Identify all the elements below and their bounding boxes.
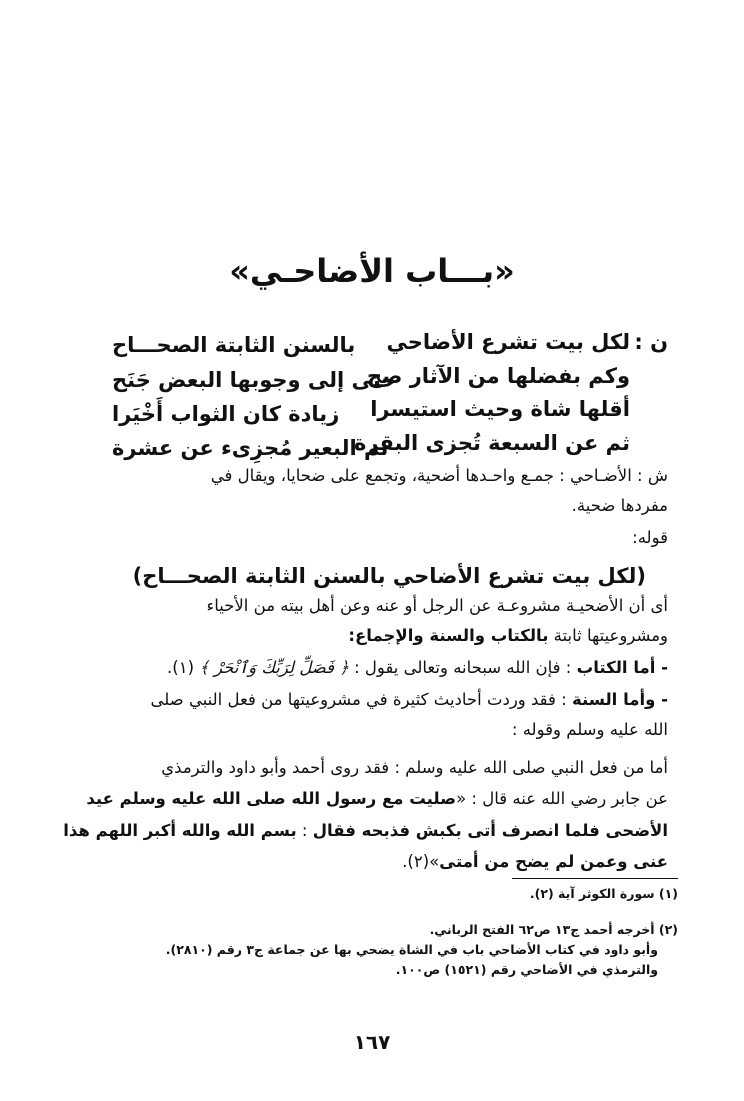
footnote-2-line-2: وأبو داود في كتاب الأضاحي باب في الشاة يضحي بها عن جماعة ج٣ رقم (٢٨١٠). [165,942,658,957]
hadith-text-3: بسم الله والله أكبر اللهم هذا [63,821,297,840]
sunna-line [150,690,668,709]
sharh-line-1: ش : الأضـاحي : جمـع واحـدها أضحية، وتجمع على ضحايا، ويقال في [210,466,668,485]
hadith-text-1: صليت مع رسول الله صلى الله عليه وسلم عيد [86,789,457,808]
poem-line-4-right: ثم عن السبعة تُجزى البقرة [353,431,630,455]
quran-ayah: ﴿ فَصَلِّ لِرَبِّكَ وَٱنْحَرْ ﴾ [199,658,349,677]
poem-line-4-left: ثم البعير مُجزِىء عن عشرة [112,436,389,460]
sources-heading: بالكتاب والسنة والإجماع: [348,626,549,645]
poem-prefix: ن : [634,330,668,354]
kitab-text: : فإن الله سبحانه وتعالى يقول : [354,658,572,677]
kitab-footnote-ref: (١). [167,658,194,677]
poem-line-3-left: زيادة كان الثواب أَخْيَرا [112,402,340,426]
hadith-text-2: الأضحى فلما انصرف أتى بكبش فذبحه فقال [312,821,668,840]
sunna-line-2: الله عليه وسلم وقوله : [511,720,668,739]
poem-line-2-right: وكم بفضلها من الآثار صح [366,364,630,388]
hadith-line-2 [86,789,668,808]
hadith-colon: : [296,821,313,840]
footnote-2-line-3: والترمذي في الأضاحي رقم (١٥٢١) ص١٠٠. [395,962,658,977]
paragraph-line-2 [348,626,668,645]
sunna-text: : فقد وردت أحاديث كثيرة في مشروعيتها من فعل النبي صلى [150,690,567,709]
hadith-line-3 [63,821,668,840]
sharh-line-2: مفردها ضحية. [571,496,668,515]
poem-line-1-left: بالسنن الثابتة الصحـــاح [112,333,356,357]
paragraph-line-1: أى أن الأضحيـة مشروعـة عن الرجل أو عنه وعن أهل بيته من الأحياء [206,596,668,615]
footnote-separator [512,878,678,879]
kitab-line [167,658,668,677]
kitab-label: - أما الكتاب [576,658,668,677]
chapter-title: «بـــاب الأضاحـي» [229,252,515,290]
hadith-footnote-ref: »(٢). [402,852,440,871]
page-number: ١٦٧ [353,1030,391,1054]
poem-line-1-right: لكل بيت تشرع الأضاحي [386,330,630,354]
footnote-2-line-1: (٢) أخرجه أحمد ج١٣ ص٦٢ الفتح الرباني. [429,922,678,937]
poem-line-2-left: حتى إلى وجوبها البعض جَنَح [112,368,397,392]
hadith-narrator: عن جابر رضي الله عنه قال : « [456,789,668,808]
hadith-text-4: عنى وعمن لم يضح من أمتى [439,852,668,871]
hadith-intro-line: أما من فعل النبي صلى الله عليه وسلم : فقد روى أحمد وأبو داود والترمذي [161,758,668,777]
quoted-verse: (لكل بيت تشرع الأضاحي بالسنن الثابتة الصحـــاح) [132,564,646,588]
sunna-label: - وأما السنة [571,690,668,709]
paragraph-line-2-text: ومشروعيتها ثابتة [548,626,668,645]
hadith-line-4 [402,852,668,871]
footnote-1: (١) سورة الكوثر آية (٢). [529,886,678,901]
qawluh-label: قوله: [632,528,668,547]
poem-line-3-right: أقلها شاة وحيث استيسرا [370,397,630,421]
